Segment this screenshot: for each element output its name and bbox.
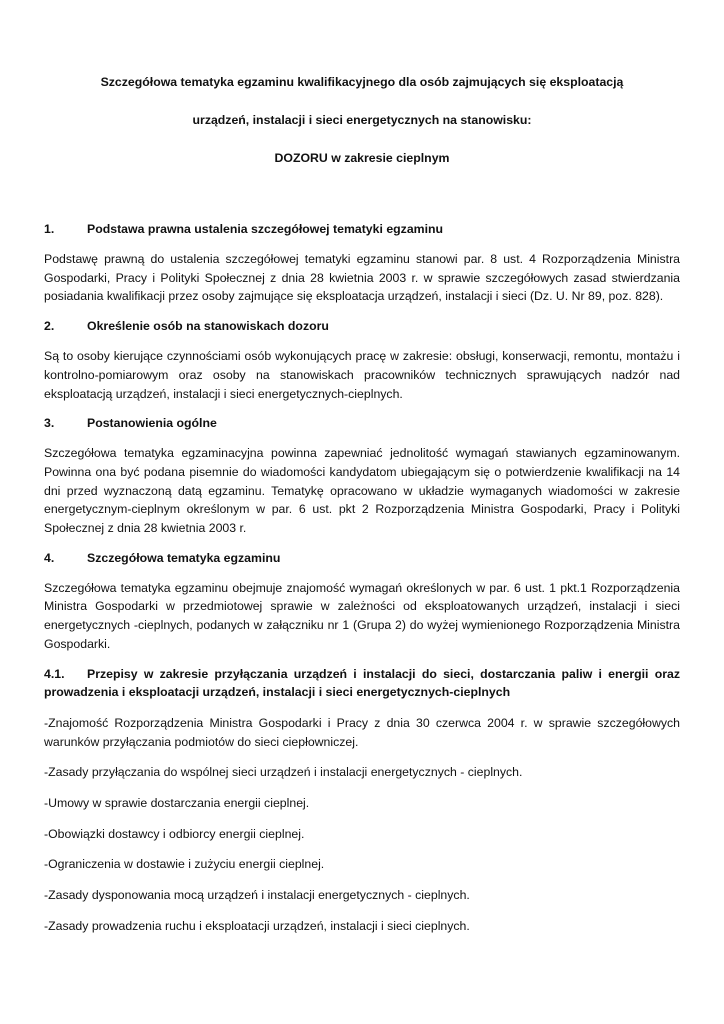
title-line-1: Szczegółowa tematyka egzaminu kwalifikacyjnego dla osób zajmujących się eksploatacją bbox=[100, 75, 624, 89]
section-title: Podstawa prawna ustalenia szczegółowej tematyki egzaminu bbox=[87, 222, 444, 236]
section-number: 3. bbox=[44, 416, 55, 431]
section-3-text: Szczegółowa tematyka egzaminacyjna powinna zapewniać jednolitość wymagań stawianych egzaminowanym. Powinna ona być podana pisemnie do wiadomości kandydatom ubiegającym się o potwierdzenie kwalifikacji na 14 dni przed wyznaczoną datą egzaminu. Tematykę opracowano w układzie wymaganych wiadomości w zakresie energetycznym-cieplnym określonym w par. 6 ust. pkt 2 Rozporządzenia Ministra Gospodarki, Pracy i Polityki Społecznej z dnia 28 kwietnia 2003 r. bbox=[44, 446, 680, 536]
title-line-2: urządzeń, instalacji i sieci energetycznych na stanowisku: bbox=[192, 113, 532, 127]
title-line-3: DOZORU w zakresie cieplnym bbox=[274, 151, 450, 165]
subsection-number: 4.1. bbox=[44, 666, 65, 681]
section-number: 2. bbox=[44, 319, 55, 334]
section-3-heading bbox=[44, 414, 680, 432]
list-item: -Zasady prowadzenia ruchu i eksploatacji urządzeń, instalacji i sieci cieplnych. bbox=[44, 918, 470, 933]
subsection-title: Przepisy w zakresie przyłączania urządzeń i instalacji do sieci, dostarczania paliw i energii oraz prowadzenia i eksploatacji urządzeń, instalacji i sieci energetycznych-cieplnych bbox=[44, 666, 680, 700]
document-title bbox=[44, 0, 680, 166]
subsection-4-1-heading bbox=[44, 665, 680, 702]
section-title: Określenie osób na stanowiskach dozoru bbox=[87, 319, 329, 334]
section-title: Postanowienia ogólne bbox=[87, 416, 217, 431]
list-item: -Znajomość Rozporządzenia Ministra Gospodarki i Pracy z dnia 30 czerwca 2004 r. w sprawie szczegółowych warunków przyłączania podmiotów do sieci ciepłowniczej. bbox=[44, 715, 680, 749]
list-item: -Obowiązki dostawcy i odbiorcy energii cieplnej. bbox=[44, 826, 305, 841]
section-number: 4. bbox=[44, 550, 55, 565]
list-item: -Ograniczenia w dostawie i zużyciu energii cieplnej. bbox=[44, 857, 325, 872]
section-4-heading bbox=[44, 549, 680, 567]
section-2-text: Są to osoby kierujące czynnościami osób wykonujących pracę w zakresie: obsługi, konserwacji, remontu, montażu i kontrolno-pomiarowym oraz osoby na stanowiskach pracowników technicznych sprawujących nadzór nad eksploatacją urządzeń, instalacji i sieci energetycznych-cieplnych. bbox=[44, 349, 680, 401]
section-title: Szczegółowa tematyka egzaminu bbox=[87, 550, 281, 565]
list-item: -Zasady przyłączania do wspólnej sieci urządzeń i instalacji energetycznych - cieplnych. bbox=[44, 765, 523, 780]
document-body bbox=[44, 220, 680, 936]
section-1-heading bbox=[44, 220, 680, 238]
section-number: 1. bbox=[44, 222, 55, 236]
list-item: -Umowy w sprawie dostarczania energii cieplnej. bbox=[44, 796, 310, 811]
section-4-text: Szczegółowa tematyka egzaminu obejmuje znajomość wymagań określonych w par. 6 ust. 1 pkt.1 Rozporządzenia Ministra Gospodarki w przedmiotowej sprawie w zależności od eksploatowanych urządzeń, instalacji i sieci energetycznych -cieplnych, podanych w załączniku nr 1 (Grupa 2) do wyżej wymienionego Rozporządzenia Ministra Gospodarki. bbox=[44, 580, 680, 651]
section-1-text: Podstawę prawną do ustalenia szczegółowej tematyki egzaminu stanowi par. 8 ust. 4 Rozporządzenia Ministra Gospodarki, Pracy i Polityki Społecznej z dnia 28 kwietnia 2003 r. w sprawie szczegółowych zasad stwierdzania posiadania kwalifikacji przez osoby zajmujące się eksploatacja urządzeń, instalacji i sieci (Dz. U. Nr 89, poz. 828). bbox=[44, 252, 680, 304]
section-2-heading bbox=[44, 317, 680, 335]
list-item: -Zasady dysponowania mocą urządzeń i instalacji energetycznych - cieplnych. bbox=[44, 888, 470, 903]
